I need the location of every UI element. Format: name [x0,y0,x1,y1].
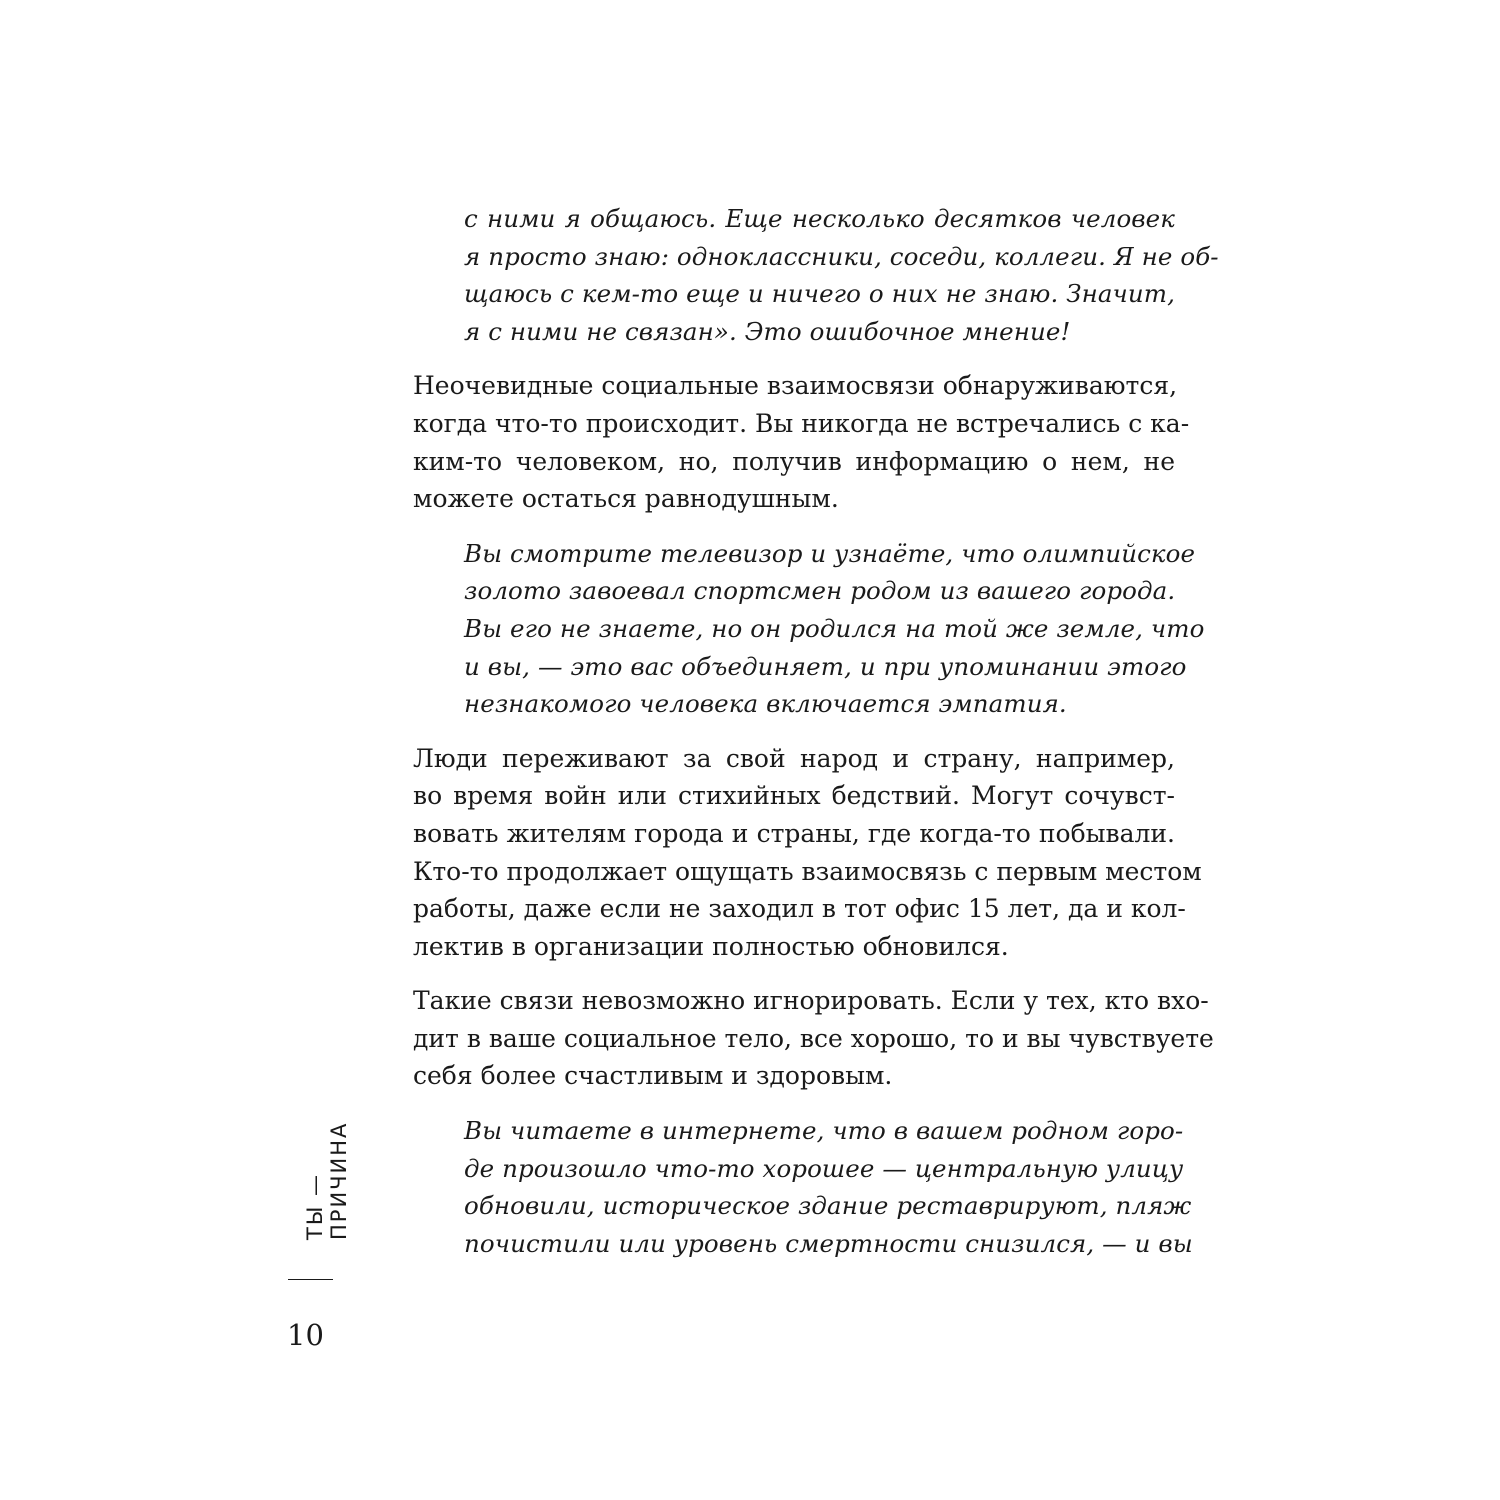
text-line: де произошло что-то хорошее — центральную улицу [464,1153,1184,1183]
paragraph [413,982,1214,1095]
text-line: незнакомого человека включается эмпатия. [464,689,1067,719]
text-line: Вы читаете в интернете, что в вашем родном горо- [464,1116,1184,1146]
text-line: Люди переживают за свой народ и страну, например, [413,743,1175,773]
text-line: Вы смотрите телевизор и узнаёте, что олимпийское [464,538,1196,568]
text-line: почистили или уровень смертности снизился, — и вы [464,1228,1193,1258]
text-line: щаюсь с кем-то еще и ничего о них не знаю. Значит, [464,279,1175,309]
text-line: я с ними не связан». Это ошибочное мнение! [464,316,1071,346]
text-line: вовать жителям города и страны, где когда-то побывали. [413,818,1175,848]
text-line: золото завоевал спортсмен родом из вашего города. [464,576,1176,606]
text-line: с ними я общаюсь. Еще несколько десятков человек [464,204,1175,233]
running-head-rule [288,1279,333,1280]
text-line: можете остаться равнодушным. [413,484,839,514]
text-line: ким-то человеком, но, получив информацию о нем, не [413,446,1175,476]
quote-block [413,535,1205,723]
text-line: и вы, — это вас объединяет, и при упоминании этого [464,651,1187,681]
text-line: Такие связи невозможно игнорировать. Если у тех, кто вхо- [413,986,1209,1016]
text-line: лектив в организации полностью обновился. [413,931,1009,961]
quote-block [413,200,1219,350]
text-line: обновили, историческое здание реставрируют, пляж [464,1191,1192,1221]
text-line: дит в ваше социальное тело, все хорошо, то и вы чувствуете [413,1023,1214,1053]
text-line: Неочевидные социальные взаимосвязи обнаруживаются, [413,371,1178,401]
text-line: во время войн или стихийных бедствий. Могут сочувст- [413,781,1175,811]
quote-block [413,1112,1193,1262]
text-line: себя более счастливым и здоровым. [413,1061,893,1091]
text-line: работы, даже если не заходил в тот офис 15 лет, да и кол- [413,894,1186,924]
running-head: ТЫ — ПРИЧИНА [303,1121,351,1240]
text-line: Вы его не знаете, но он родился на той же земле, что [464,613,1205,643]
text-line: Кто-то продолжает ощущать взаимосвязь с первым местом [413,856,1202,886]
page-number: 10 [287,1318,324,1352]
paragraph [413,367,1190,517]
paragraph [413,740,1202,966]
page-body [413,200,1219,1262]
text-line: я просто знаю: одноклассники, соседи, коллеги. Я не об- [464,241,1219,271]
text-line: когда что-то происходит. Вы никогда не встречались с ка- [413,408,1190,438]
